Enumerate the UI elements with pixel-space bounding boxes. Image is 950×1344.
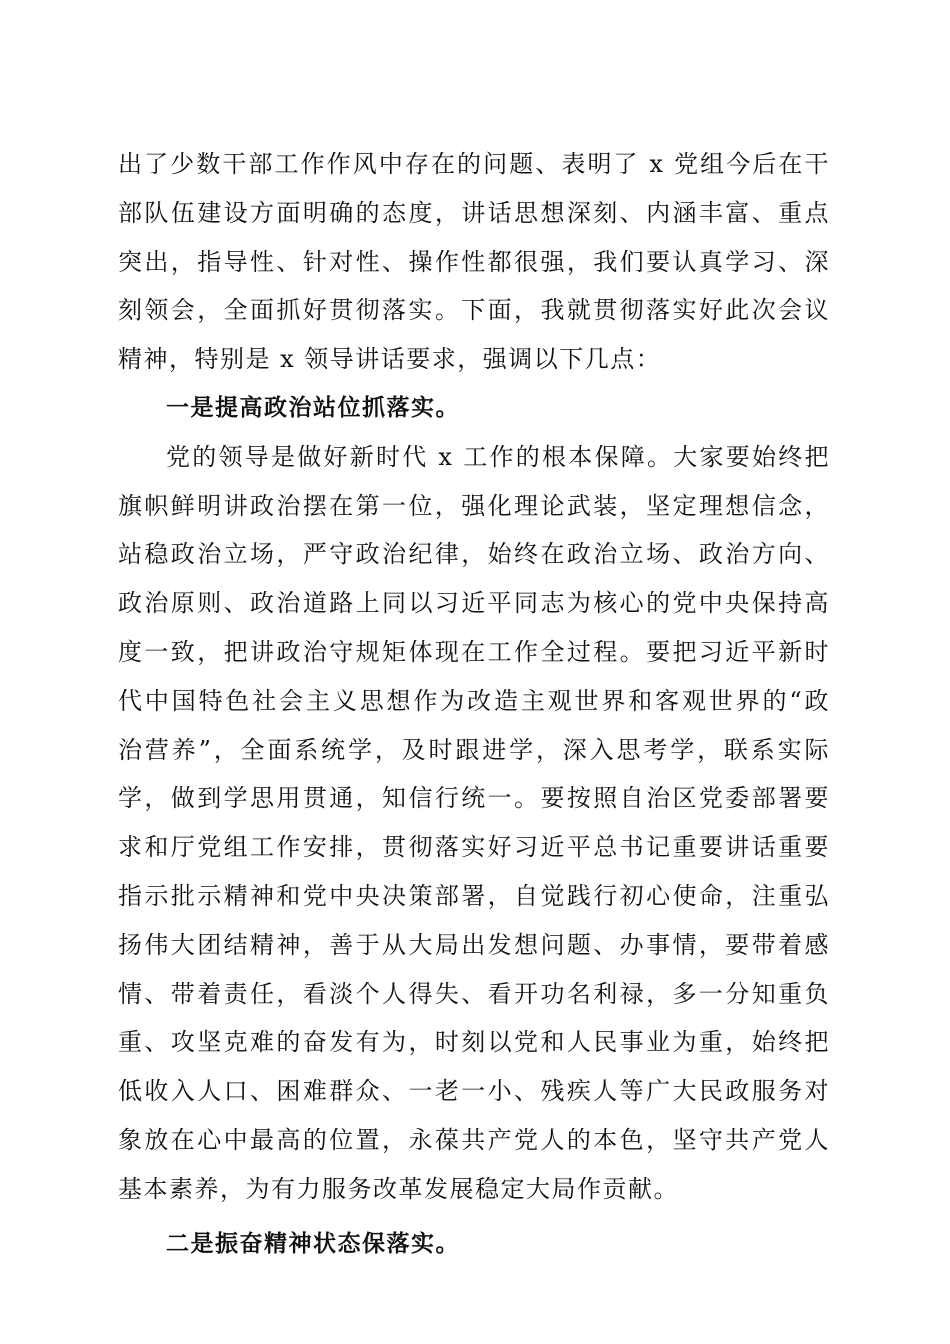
text-line: 精神，特别是 x 领导讲话要求，强调以下几点： xyxy=(118,345,662,374)
text-line: 部队伍建设方面明确的态度，讲话思想深刻、内涵丰富、重点 xyxy=(118,198,830,227)
text-line: 重、攻坚克难的奋发有为，时刻以党和人民事业为重，始终把 xyxy=(118,1028,830,1057)
paragraph-political-stance xyxy=(118,433,830,1214)
text-line: 刻领会，全面抓好贯彻落实。下面，我就贯彻落实好此次会议 xyxy=(118,296,830,325)
text-line: 站稳政治立场，严守政治纪律，始终在政治立场、政治方向、 xyxy=(118,540,830,569)
text-line: 政治原则、政治道路上同以习近平同志为核心的党中央保持高 xyxy=(118,589,830,618)
text-line: 出了少数干部工作作风中存在的问题、表明了 x 党组今后在干 xyxy=(118,150,830,178)
text-line: 情、带着责任，看淡个人得失、看开功名利禄，多一分知重负 xyxy=(118,979,830,1008)
section-heading-1: 一是提高政治站位抓落实。 xyxy=(166,394,460,421)
text-line: 突出，指导性、针对性、操作性都很强，我们要认真学习、深 xyxy=(118,247,830,276)
text-line: 象放在心中最高的位置，永葆共产党人的本色，坚守共产党人 xyxy=(118,1125,830,1154)
text-line: 治营养”，全面系统学，及时跟进学，深入思考学，联系实际 xyxy=(118,735,830,764)
text-line: 度一致，把讲政治守规矩体现在工作全过程。要把习近平新时 xyxy=(118,637,830,666)
text-line: 党的领导是做好新时代 x 工作的根本保障。大家要始终把 xyxy=(166,442,830,471)
text-line: 扬伟大团结精神，善于从大局出发想问题、办事情，要带着感 xyxy=(118,930,830,959)
text-line: 求和厅党组工作安排，贯彻落实好习近平总书记重要讲话重要 xyxy=(118,833,830,862)
text-line: 基本素养，为有力服务改革发展稳定大局作贡献。 xyxy=(118,1174,679,1203)
text-line: 指示批示精神和党中央决策部署，自觉践行初心使命，注重弘 xyxy=(118,881,830,910)
text-line: 代中国特色社会主义思想作为改造主观世界和客观世界的“政 xyxy=(118,686,830,715)
section-heading-2: 二是振奋精神状态保落实。 xyxy=(166,1230,460,1257)
paragraph-intro xyxy=(118,140,830,384)
text-line: 学，做到学思用贯通，知信行统一。要按照自治区党委部署要 xyxy=(118,784,830,813)
text-line: 旗帜鲜明讲政治摆在第一位，强化理论武装，坚定理想信念， xyxy=(118,491,830,520)
text-line: 低收入人口、困难群众、一老一小、残疾人等广大民政服务对 xyxy=(118,1077,830,1106)
document-body xyxy=(118,140,830,1268)
